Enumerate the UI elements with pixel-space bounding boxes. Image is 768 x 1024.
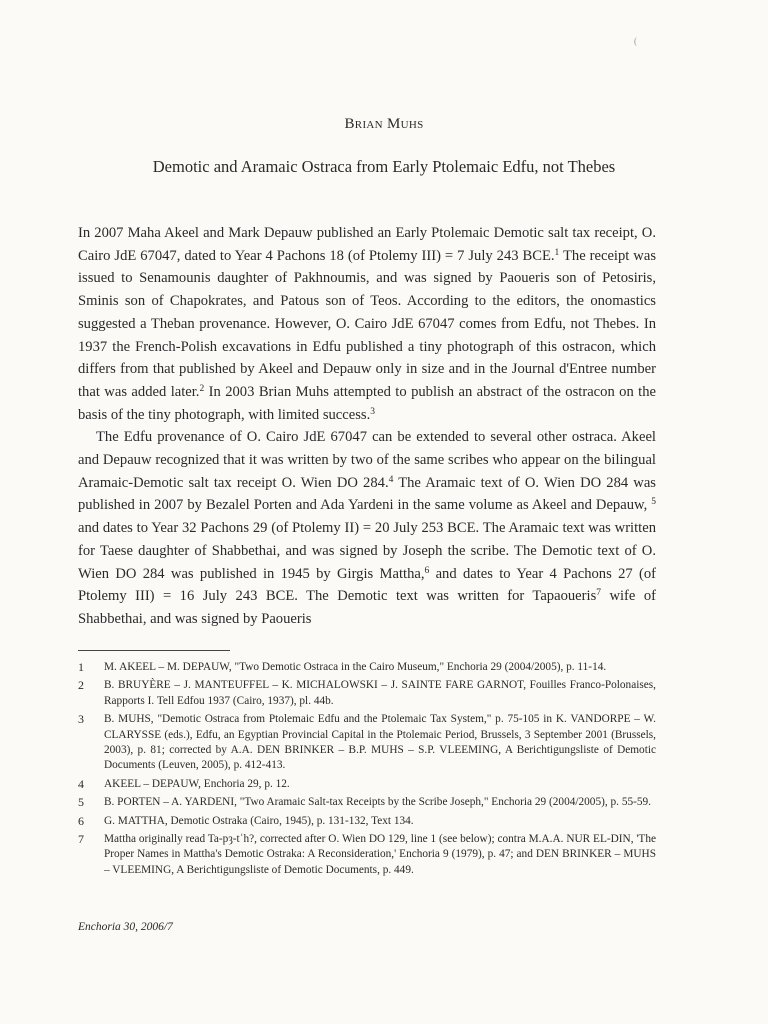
article-title: Demotic and Aramaic Ostraca from Early Ptolemaic Edfu, not Thebes	[152, 157, 616, 176]
footnote-divider	[78, 650, 230, 651]
footnote-ref-5[interactable]: 5	[651, 497, 656, 508]
footnote-text: Mattha originally read Ta-pȝ-tʿh?, corrected after O. Wien DO 129, line 1 (see below); contra M.A.A. NUR EL-DIN, 'The Proper Names in Mattha's Demotic Ostraka: A Reconsideration,' Enchoria 9 (1979), p. 47; and DEN BRINKER – MUHS – VLEEMING, A Berichtigungsliste of Demotic Documents, p. 449.	[104, 833, 656, 876]
footnote-ref-2[interactable]: 2	[199, 383, 205, 394]
footnote-ref-4[interactable]: 4	[388, 474, 394, 485]
footnote-text: AKEEL – DEPAUW, Enchoria 29, p. 12.	[104, 777, 290, 790]
footnote-text: M. AKEEL – M. DEPAUW, "Two Demotic Ostraca in the Cairo Museum," Enchoria 29 (2004/2005), p. 11-14.	[104, 661, 607, 673]
p2-text-1: The Edfu provenance of O. Cairo JdE 67047 can be extended to several other ostraca. Akeel and Depauw recognized that it was written by two of the same scribes who appear on the bilingual Aramaic-Demotic salt tax receipt O. Wien DO 284.	[78, 429, 656, 491]
corner-mark: (	[634, 36, 637, 46]
p1-text-1: In 2007 Maha Akeel and Mark Depauw published an Early Ptolemaic Demotic salt tax receipt, O. Cairo JdE 67047, dated to Year 4 Pachons 18 (of Ptolemy III) = 7 July 243 BCE.	[78, 225, 656, 264]
footnote-number: 5	[78, 795, 84, 810]
p2-text-4: and dates to Year 4 Pachons 27 (of Ptolemy III) = 16 July 243 BCE. The Demotic text was written for Tapaoueris	[78, 565, 657, 605]
p2-text-5: wife of Shabbethai, and was signed by Paoueris	[78, 588, 656, 627]
footnote-number: 7	[78, 832, 84, 847]
footnote-ref-7[interactable]: 7	[596, 588, 601, 599]
article-body	[78, 222, 656, 631]
author-name: Brian Muhs	[344, 116, 424, 132]
footnote-ref-3[interactable]: 3	[370, 406, 375, 417]
footnote-text: B. MUHS, "Demotic Ostraca from Ptolemaic Edfu and the Ptolemaic Tax System," p. 75-105 in K. VANDORPE – W. CLARYSSE (eds.), Edfu, an Egyptian Provincial Capital in the Ptolemaic Period, Brussels, 3 September 2001 (Brussels, 2003), p. 81; corrected by A.A. DEN BRINKER – B.P. MUHS – S.P. VLEEMING, A Berichtigungsliste of Demotic Documents (Leuven, 2005), p. 412-413.	[104, 713, 656, 772]
paragraph-1	[78, 222, 656, 426]
footnote	[78, 660, 656, 675]
p2-text-3: and dates to Year 32 Pachons 29 (of Ptolemy II) = 20 July 253 BCE. The Aramaic text was written for Taese daughter of Shabbethai, and was signed by Joseph the scribe. The Demotic text of O. Wien DO 284 was published in 1945 by Girgis Mattha,	[78, 520, 656, 582]
footnote-ref-1[interactable]: 1	[554, 247, 560, 258]
footnote	[78, 795, 656, 810]
footnote-number: 2	[78, 678, 84, 693]
journal-citation: Enchoria 30, 2006/7	[78, 921, 173, 933]
footnote-text: B. PORTEN – A. YARDENI, "Two Aramaic Salt-tax Receipts by the Scribe Joseph," Enchoria 29 (2004/2005), p. 55-59.	[104, 796, 651, 809]
footnote-text: B. BRUYÈRE – J. MANTEUFFEL – K. MICHALOWSKI – J. SAINTE FARE GARNOT, Fouilles Franco-Polonaises, Rapports I. Tell Edfou 1937 (Cairo, 1937), pl. 44b.	[104, 679, 656, 707]
footnote-number: 3	[78, 712, 84, 727]
paragraph-2	[78, 426, 656, 630]
footnote-number: 1	[78, 660, 84, 674]
footnote	[78, 832, 656, 878]
p1-text-2: The receipt was issued to Senamounis daughter of Pakhnoumis, and was signed by Paoueris son of Petosiris, Sminis son of Chapokrates, and Patous son of Teos. According to the editors, the onomastics suggested a Theban provenance. However, O. Cairo JdE 67047 comes from Edfu, not Thebes. In 1937 the French-Polish excavations in Edfu published a tiny photograph of this ostracon, which differs from that published by Akeel and Depauw only in size and in the Journal d'Entree number that was added later.	[78, 247, 656, 400]
footnote	[78, 777, 656, 792]
p1-text-3: In 2003 Brian Muhs attempted to publish an abstract of the ostracon on the basis of the tiny photograph, with limited success.	[78, 383, 657, 423]
footnote-number: 4	[78, 776, 84, 791]
footnote-number: 6	[78, 813, 84, 828]
footnotes	[78, 660, 656, 881]
footnote	[78, 814, 656, 829]
footnote	[78, 712, 656, 774]
footnote	[78, 678, 656, 709]
footnote-text: G. MATTHA, Demotic Ostraka (Cairo, 1945), p. 131-132, Text 134.	[104, 814, 414, 827]
footnote-ref-6[interactable]: 6	[424, 565, 430, 576]
p2-text-2: The Aramaic text of O. Wien DO 284 was published in 2007 by Bezalel Porten and Ada Yardeni in the same volume as Akeel and Depauw,	[78, 474, 656, 514]
